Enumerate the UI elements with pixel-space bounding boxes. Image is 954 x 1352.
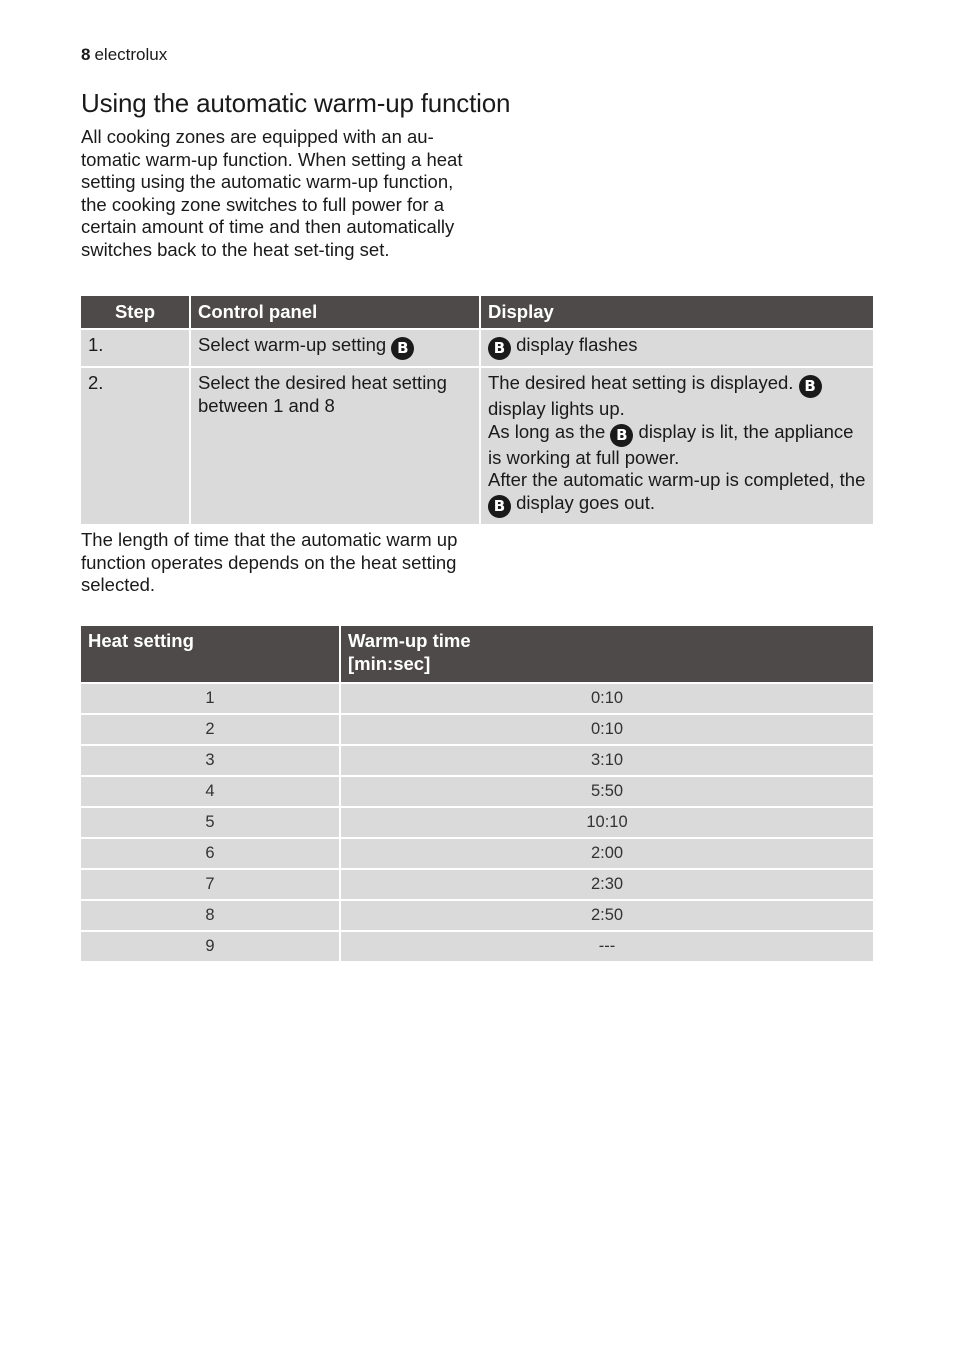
brand-name: electrolux — [94, 45, 168, 64]
control-cell: Select the desired heat setting between 1 and 8 — [190, 367, 480, 525]
display-text: display goes out. — [516, 491, 655, 513]
heat-setting-cell: 5 — [81, 807, 340, 838]
step-cell: 1. — [81, 329, 190, 367]
display-text: display lights up. — [488, 398, 625, 419]
warmup-time-cell: --- — [340, 931, 873, 962]
table-row — [81, 683, 873, 714]
table-row — [81, 900, 873, 931]
warmup-duration-paragraph: The length of time that the automatic warm up function operates depends on the heat setting selected. — [81, 529, 458, 596]
page-title: Using the automatic warm-up function — [81, 88, 511, 118]
warmup-time-cell: 5:50 — [340, 776, 873, 807]
table-row — [81, 329, 873, 367]
warmup-time-cell: 10:10 — [340, 807, 873, 838]
steps-table-header — [81, 296, 873, 329]
heat-setting-cell: 4 — [81, 776, 340, 807]
table-row — [81, 776, 873, 807]
header-warmup-time — [340, 626, 873, 683]
b-display-icon: B — [488, 495, 511, 518]
header-heat-setting: Heat setting — [81, 626, 340, 683]
page-number: 8 — [81, 45, 91, 64]
b-display-icon: B — [799, 375, 822, 398]
step-cell: 2. — [81, 367, 190, 525]
table-row — [81, 838, 873, 869]
header-warmup-time-label: Warm-up time — [348, 630, 471, 651]
warmup-time-cell: 3:10 — [340, 745, 873, 776]
header-step: Step — [81, 296, 190, 329]
display-text: display is lit, the appliance is working at full power. — [488, 420, 854, 468]
table-row — [81, 807, 873, 838]
heat-setting-cell: 9 — [81, 931, 340, 962]
display-cell — [480, 367, 873, 525]
b-display-icon: B — [488, 337, 511, 360]
warmup-time-cell: 2:00 — [340, 838, 873, 869]
warmup-time-table — [81, 626, 873, 963]
warmup-time-cell: 2:30 — [340, 869, 873, 900]
heat-setting-cell: 8 — [81, 900, 340, 931]
heat-setting-cell: 3 — [81, 745, 340, 776]
display-text: As long as the — [488, 420, 606, 442]
steps-table — [81, 296, 873, 526]
header-control-panel: Control panel — [190, 296, 480, 329]
heat-setting-cell: 1 — [81, 683, 340, 714]
page-header — [81, 45, 167, 65]
table-row — [81, 869, 873, 900]
warmup-time-cell: 0:10 — [340, 714, 873, 745]
heat-setting-cell: 2 — [81, 714, 340, 745]
b-display-icon: B — [391, 337, 414, 360]
header-display: Display — [480, 296, 873, 329]
heat-setting-cell: 7 — [81, 869, 340, 900]
time-table-body — [81, 683, 873, 962]
display-cell — [480, 329, 873, 367]
display-text: display flashes — [516, 334, 638, 355]
display-text: After the automatic warm-up is completed, the — [488, 469, 866, 491]
b-display-icon: B — [610, 424, 633, 447]
display-text: The desired heat setting is displayed. — [488, 372, 794, 393]
intro-paragraph: All cooking zones are equipped with an au-tomatic warm-up function. When setting a heat setting using the automatic warm-up function, the cooking zone switches to full power for a certain amount of time and then automatically switches back to the heat set-ting set. — [81, 126, 463, 260]
control-text: Select warm-up setting — [198, 334, 387, 355]
table-row — [81, 367, 873, 525]
header-warmup-time-unit: [min:sec] — [348, 652, 431, 674]
table-row — [81, 745, 873, 776]
warmup-time-cell: 0:10 — [340, 683, 873, 714]
warmup-time-cell: 2:50 — [340, 900, 873, 931]
control-cell — [190, 329, 480, 367]
table-row — [81, 931, 873, 962]
heat-setting-cell: 6 — [81, 838, 340, 869]
time-table-header — [81, 626, 873, 683]
table-row — [81, 714, 873, 745]
